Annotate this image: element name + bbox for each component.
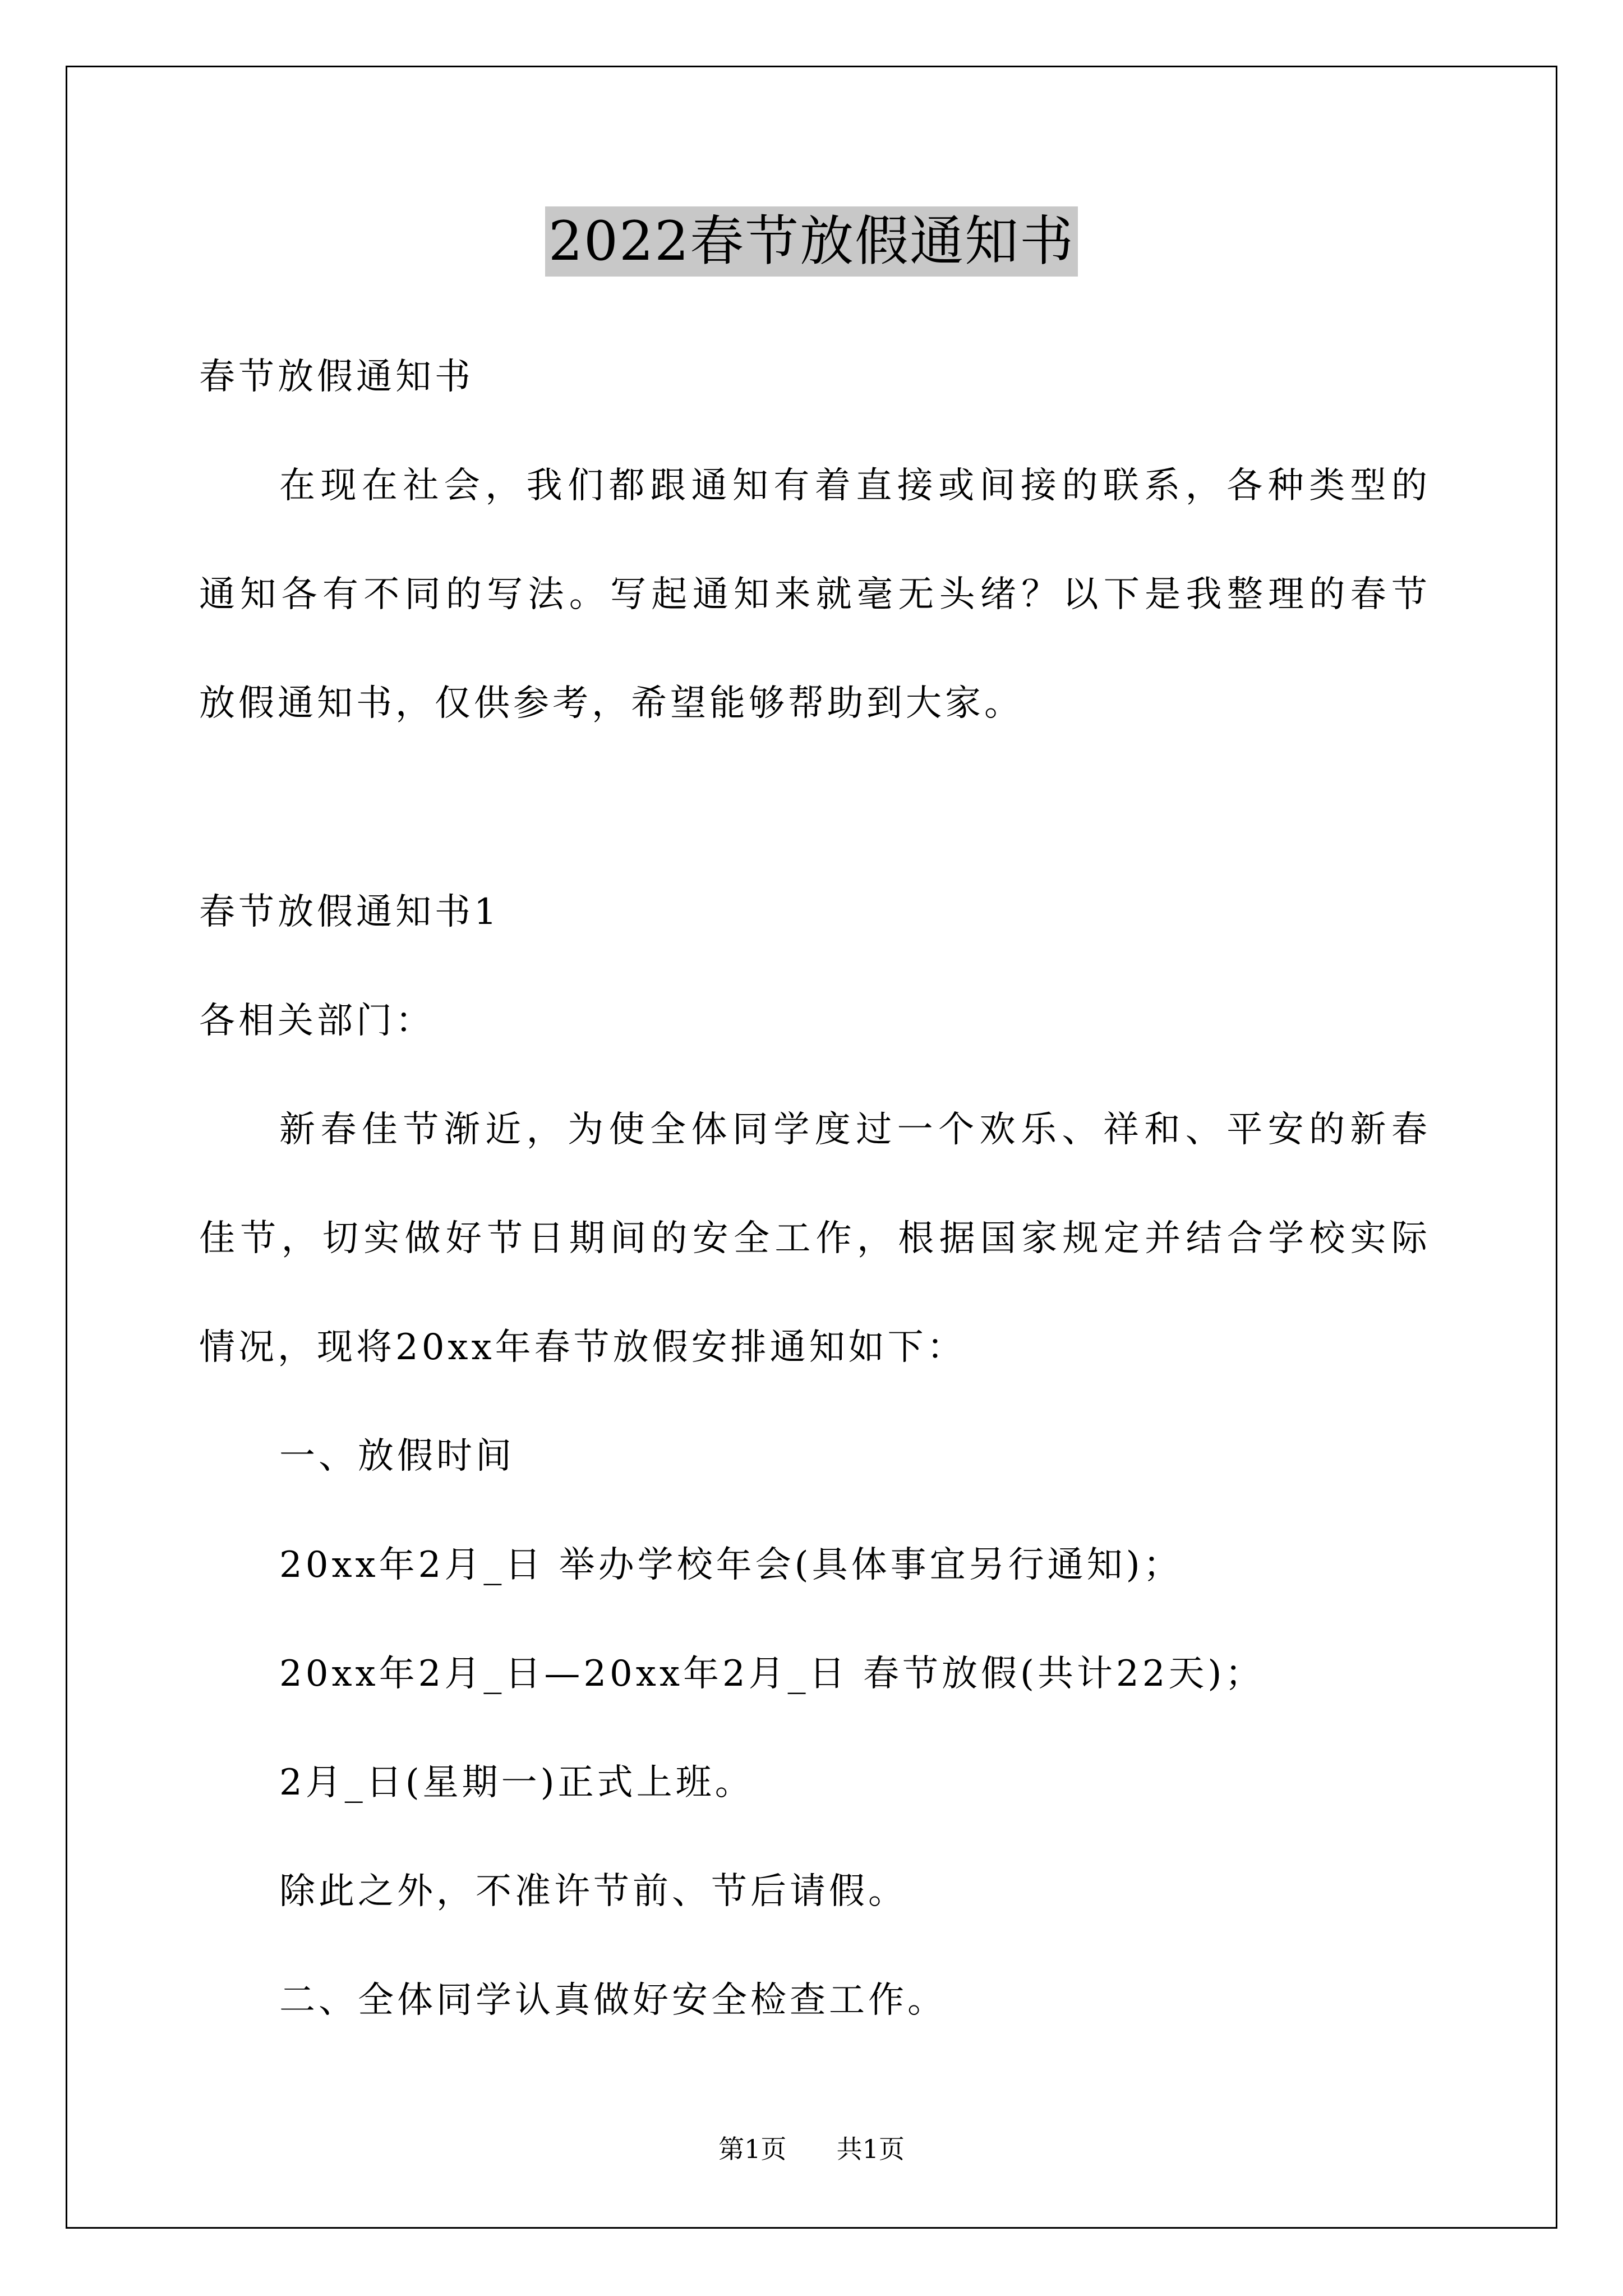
item-line-3: 2月_日(星期一)正式上班。 bbox=[279, 1762, 754, 1803]
page-number: 第1页 bbox=[718, 2134, 787, 2164]
body-line-3: 情况，现将20xx年春节放假安排通知如下： bbox=[199, 1327, 966, 1368]
subtitle: 春节放假通知书 bbox=[199, 356, 474, 398]
intro-line-3: 放假通知书，仅供参考，希望能够帮助到大家。 bbox=[199, 683, 1023, 724]
item-line-2: 20xx年2月_日—20xx年2月_日 春节放假(共计22天)； bbox=[279, 1653, 1265, 1695]
item-heading-2: 二、全体同学认真做好安全检查工作。 bbox=[279, 1980, 947, 2021]
intro-line-1: 在现在社会，我们都跟通知有着直接或间接的联系，各种类型的 bbox=[279, 465, 1427, 507]
intro-line-2: 通知各有不同的写法。写起通知来就毫无头绪？以下是我整理的春节 bbox=[199, 574, 1427, 615]
item-line-4: 除此之外，不准许节前、节后请假。 bbox=[279, 1871, 907, 1912]
page-total: 共1页 bbox=[836, 2134, 905, 2164]
body-line-2: 佳节，切实做好节日期间的安全工作，根据国家规定并结合学校实际 bbox=[199, 1218, 1427, 1259]
page-footer bbox=[0, 2136, 1623, 2162]
item-heading-1: 一、放假时间 bbox=[279, 1435, 515, 1477]
title-container bbox=[0, 206, 1623, 277]
document-title: 2022春节放假通知书 bbox=[545, 206, 1078, 277]
salutation: 各相关部门： bbox=[199, 1000, 435, 1042]
body-line-1: 新春佳节渐近，为使全体同学度过一个欢乐、祥和、平安的新春 bbox=[279, 1109, 1427, 1151]
item-line-1: 20xx年2月_日 举办学校年会(具体事宜另行通知)； bbox=[279, 1544, 1183, 1586]
section-title: 春节放假通知书1 bbox=[199, 891, 500, 933]
